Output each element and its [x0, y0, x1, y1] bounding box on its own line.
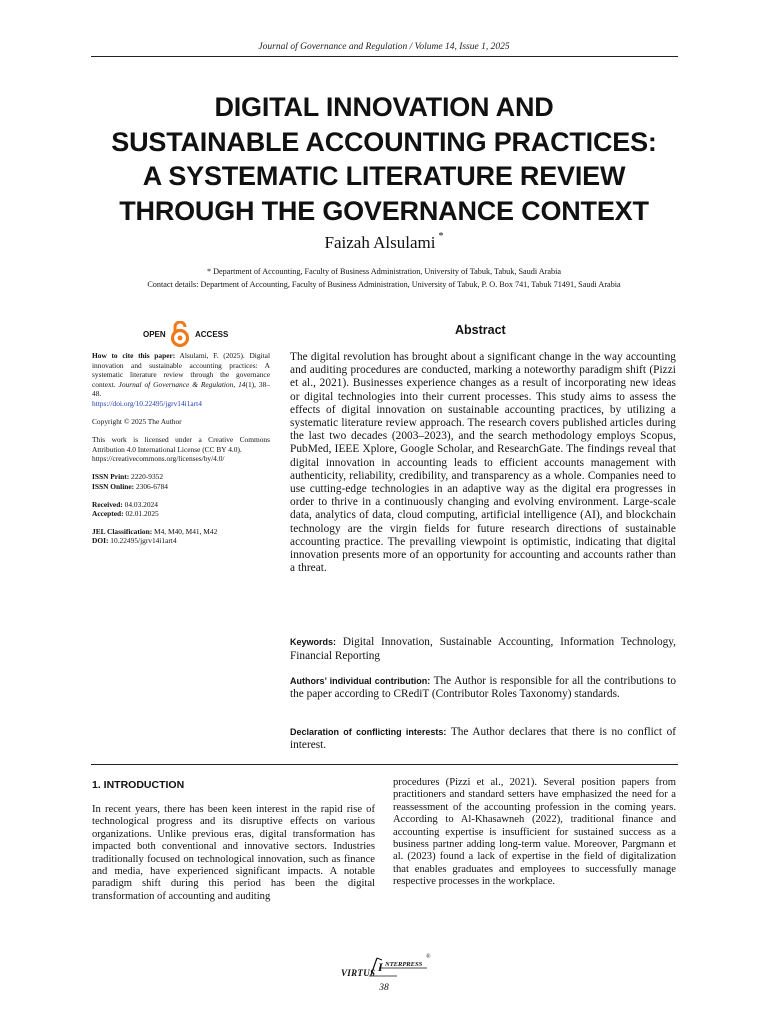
article-info-sidebar — [92, 351, 270, 555]
issn-block — [92, 472, 270, 491]
doi-value: 10.22495/jgrv14i1art4 — [110, 536, 177, 546]
title-line: DIGITAL INNOVATION AND — [214, 92, 554, 122]
received-date: 04.03.2024 — [124, 499, 158, 509]
accepted-date: 02.01.2025 — [125, 509, 159, 519]
body-column-right: procedures (Pizzi et al., 2021). Several position papers from practitioners and standard setters have emphasized the need for a reassessment of the accounting profession in the coming years. According to Al-Khasawneh (2022), traditional finance and accounting expertise is insufficient for sustained success as a business partner adding long-term value. Moreover, Pargmann et al. (2023) found a lack of expertise in the field of digitalization that enables graduates and employees to successfully manage respective processes in the workplace. — [393, 777, 676, 888]
cite-label: How to cite this paper: — [92, 351, 176, 360]
title-line: SUSTAINABLE ACCOUNTING PRACTICES: — [111, 126, 657, 157]
author-line — [0, 233, 768, 253]
abstract-text: The digital revolution has brought about a significant change in the way accounting and auditing procedures are conducted, marking a noteworthy paradigm shift (Pizzi et al., 2021). Businesses experience changes as a result of incorporating new ideas or digital technologies into their current processes. This study aims to assess the effects of digital innovation on sustainable accounting practices, by utilizing a systematic literature review approach. The research covers published articles during the last two decades (2003–2023), and the search methodology employs Scopus, PubMed, IEEE Xplore, Google Scholar, and ResearchGate. The findings reveal that digital innovation in accounting leads to efficient accounts management with authenticity, reliability, credibility, and transparency as a whole. Companies need to use cutting-edge technologies in an adaptive way as the digital era progresses in order to thrive in a continuously changing and evolving environment. Large-scale data, analytics of data, cloud computing, artificial intelligence (AI), and blockchain technology are the virgin fields for future research directions of sustainable accounting practice. The prevailing viewpoint is optimistic, indicating that digital innovation presents more of an opportunity for accounting and accounts rather than a threat. — [290, 351, 676, 575]
virtus-interpress-logo — [335, 954, 435, 984]
contribution-label: Authors’ individual contribution: — [290, 676, 431, 686]
copyright: Copyright © 2025 The Author — [92, 417, 182, 427]
body-column-left: In recent years, there has been keen interest in the rapid rise of technological progress and its disruptive effects on various organizations. Unlike previous eras, digital transformation has impacted both conventional and innovative sectors. Industries traditionally focused on technological innovation, such as finance and media, have experienced significant impacts. A notable paradigm shift during this period has been the digital transformation of accounting and auditing — [92, 804, 375, 902]
doi-label: DOI: — [92, 536, 109, 546]
declaration-text: The Author declares that there is no conflict of interest. — [290, 726, 676, 752]
title-line: A SYSTEMATIC LITERATURE REVIEW — [142, 161, 626, 191]
affiliation-block — [60, 266, 708, 291]
abstract-heading: Abstract — [455, 323, 506, 337]
open-access-logo — [143, 321, 253, 345]
contribution-text: The Author is responsible for all the contributions to the paper according to CRediT (Contributor Roles Taxonomy) standards. — [290, 675, 676, 701]
issn-print: 2220-9352 — [131, 472, 164, 482]
issn-online-label: ISSN Online: — [92, 482, 135, 492]
license-url[interactable]: https://creativecommons.org/licenses/by/4.0/ — [92, 454, 225, 464]
affiliation: * Department of Accounting, Faculty of Business Administration, University of Tabuk, Tabuk, Saudi Arabia — [207, 267, 561, 276]
contact-details: Contact details: Department of Accounting, Faculty of Business Administration, University of Tabuk, P. O. Box 741, Tabuk 71491, Saudi Arabia — [147, 279, 621, 289]
page-number: 38 — [379, 983, 389, 993]
issn-online: 2306-6784 — [135, 482, 168, 492]
author-contribution — [290, 675, 676, 701]
citation-block — [92, 351, 270, 409]
cite-text: Alsulami, F. (2025). Digital innovation and sustainable accounting practices: A systematic literature review through the governance context. — [92, 351, 270, 389]
header-rule — [91, 56, 678, 57]
cite-doi-link[interactable]: https://doi.org/10.22495/jgrv14i1art4 — [92, 398, 202, 408]
issn-print-label: ISSN Print: — [92, 472, 130, 482]
section-rule — [91, 764, 678, 765]
open-access-lock-icon — [169, 321, 191, 347]
received-label: Received: — [92, 499, 123, 509]
dates-block — [92, 500, 270, 519]
logo-letter-i: I — [378, 960, 383, 974]
logo-word-virtus: VIRTUS — [341, 968, 376, 978]
keywords-label: Keywords: — [290, 637, 337, 647]
jel-codes: M4, M40, M41, M42 — [154, 526, 218, 536]
classification-block — [92, 527, 270, 546]
title-line: THROUGH THE GOVERNANCE CONTEXT — [119, 195, 649, 226]
cite-pages: (1), 38–48. — [92, 379, 270, 399]
author-mark: * — [438, 231, 444, 242]
conflict-declaration — [290, 726, 676, 752]
author-name: Faizah Alsulami — [324, 233, 436, 252]
license-text: This work is licensed under a Creative Commons Attribution 4.0 International License (CC BY 4.0). — [92, 435, 270, 454]
declaration-label: Declaration of conflicting interests: — [290, 727, 447, 737]
keywords — [290, 636, 676, 663]
jel-label: JEL Classification: — [92, 526, 153, 536]
accepted-label: Accepted: — [92, 509, 124, 519]
logo-word-interpress: NTERPRESS — [385, 961, 423, 968]
introduction-heading: 1. INTRODUCTION — [92, 779, 185, 791]
running-head: Journal of Governance and Regulation / Volume 14, Issue 1, 2025 — [258, 42, 510, 52]
open-access-word-access: ACCESS — [195, 330, 229, 339]
license-block — [92, 435, 270, 464]
paper-title — [60, 90, 708, 228]
logo-registered-mark: ® — [426, 954, 431, 960]
keywords-text: Digital Innovation, Sustainable Accounting, Information Technology, Financial Reporting — [290, 636, 676, 662]
open-access-word-open: OPEN — [143, 330, 166, 339]
cite-journal: Journal of Governance & Regulation, 14 — [118, 379, 246, 389]
